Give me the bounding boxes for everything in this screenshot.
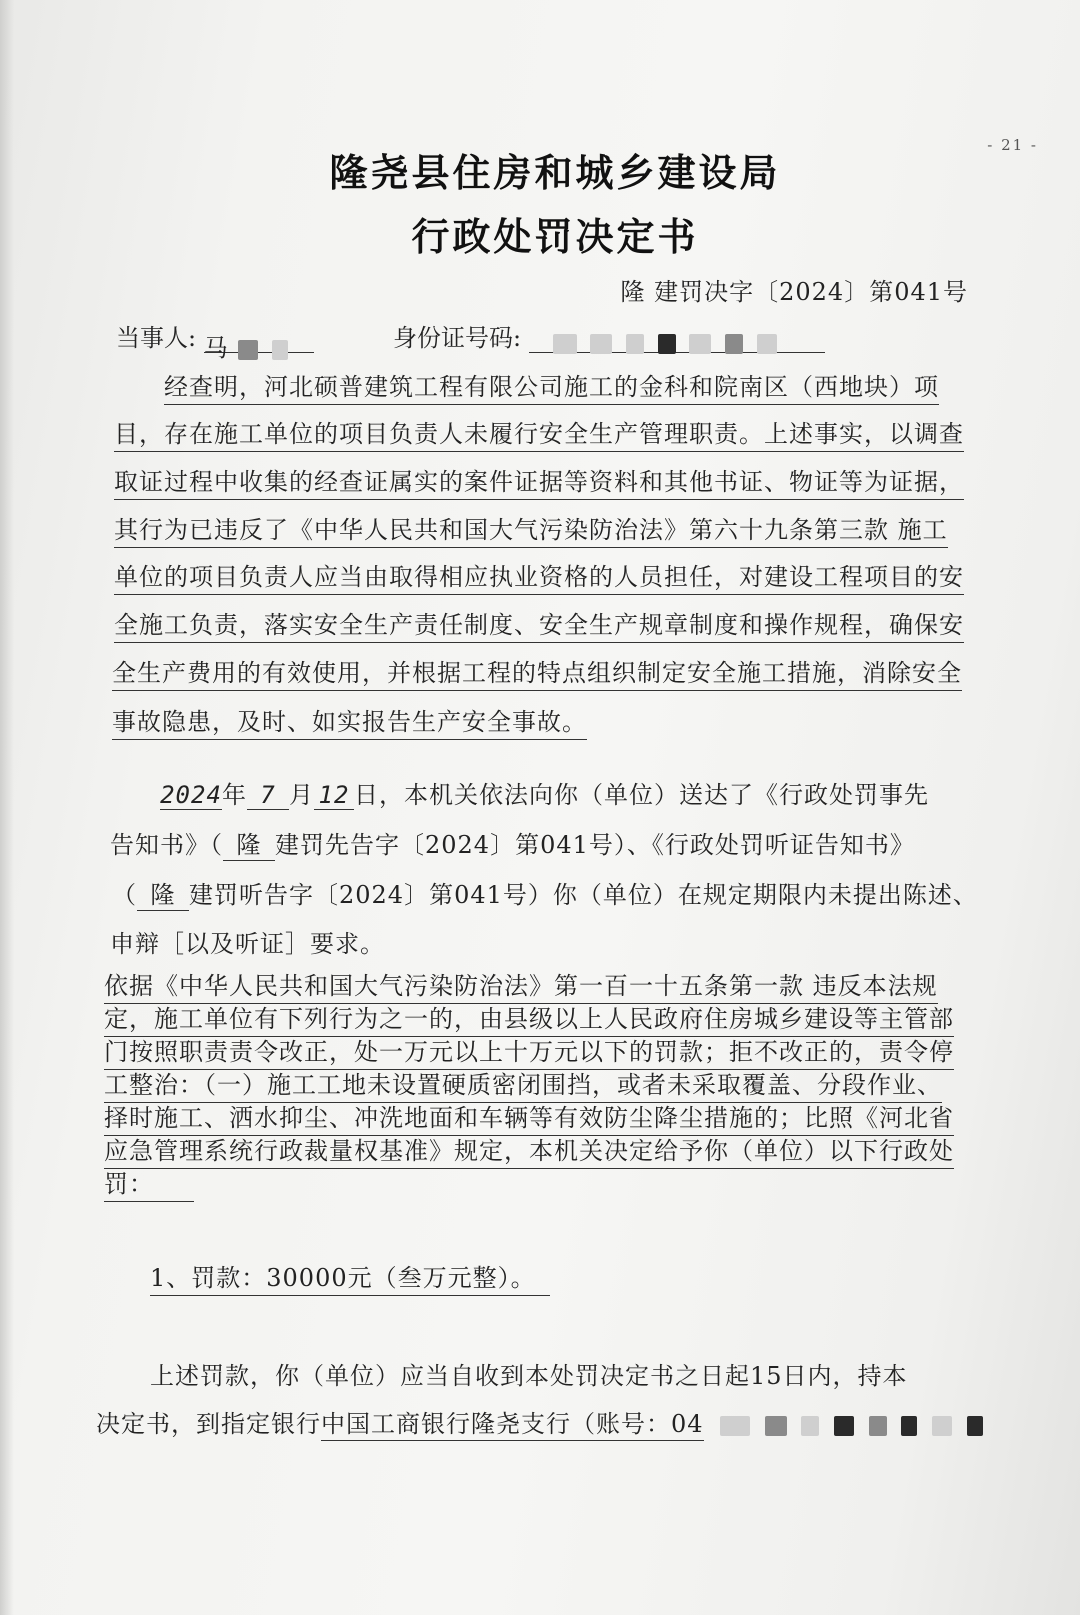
page-number: - 21 - <box>987 136 1038 154</box>
payment-line: 上述罚款，你（单位）应当自收到本处罚决定书之日起15日内，持本 <box>150 1362 908 1390</box>
basis-line: 择时施工、洒水抑尘、冲洗地面和车辆等有效防尘降尘措施的；比照《河北省 <box>104 1098 954 1136</box>
redaction-block <box>626 334 644 354</box>
redaction-block <box>869 1416 887 1436</box>
basis-line: 罚： <box>104 1164 194 1202</box>
prefix-field: 隆 <box>223 825 275 861</box>
document-title: 行政处罚决定书 <box>411 215 699 259</box>
findings-line: 经查明，河北硕普建筑工程有限公司施工的金科和院南区（西地块）项 <box>164 367 939 405</box>
notice-line: 申辩［以及听证］要求。 <box>110 930 385 958</box>
basis-line: 定，施工单位有下列行为之一的，由县级以上人民政府住房城乡建设等主管部 <box>104 999 954 1037</box>
basis-line: 工整治：（一）施工工地未设置硬质密闭围挡，或者未采取覆盖、分段作业、 <box>104 1065 942 1103</box>
notice-line-text: 建罚先告字〔2024〕第041号）、《行政处罚听证告知书》 <box>275 831 915 859</box>
basis-line: 依据《中华人民共和国大气污染防治法》第一百一十五条第一款 违反本法规 <box>104 966 938 1004</box>
findings-line: 全生产费用的有效使用，并根据工程的特点组织制定安全施工措施，消除安全 <box>112 653 962 691</box>
notice-line <box>110 825 915 861</box>
notice-line-text: 建罚听告字〔2024〕第041号）你（单位）在规定期限内未提出陈述、 <box>189 881 978 909</box>
redaction-block <box>801 1416 819 1436</box>
redaction-block <box>689 334 711 354</box>
date-year: 2024 <box>160 781 222 809</box>
redaction-block <box>901 1416 917 1436</box>
id-number-field <box>529 328 825 353</box>
findings-line: 事故隐患，及时、如实报告生产安全事故。 <box>112 702 587 740</box>
redaction-block <box>658 334 676 354</box>
redaction-block <box>765 1416 787 1436</box>
party-name-visible: 马 <box>203 334 228 362</box>
notice-line-text: 告知书》（ <box>110 831 223 859</box>
prefix-field: 隆 <box>137 875 189 911</box>
basis-line: 门按照职责责令改正，处一万元以上十万元以下的罚款；拒不改正的，责令停 <box>104 1032 954 1070</box>
date-month: 7 <box>247 781 289 810</box>
findings-line: 单位的项目负责人应当由取得相应执业资格的人员担任，对建设工程项目的安 <box>114 557 964 595</box>
redaction-block <box>725 334 743 354</box>
findings-line: 目，存在施工单位的项目负责人未履行安全生产管理职责。上述事实，以调查 <box>114 414 964 452</box>
party-line <box>116 318 825 362</box>
redaction-block <box>757 334 777 354</box>
bank-account-text: 中国工商银行隆尧支行（账号：04 <box>321 1410 704 1441</box>
redaction-block <box>272 340 288 360</box>
party-name-field <box>203 328 314 362</box>
findings-line: 全施工负责，落实安全生产责任制度、安全生产规章制度和操作规程，确保安 <box>114 605 964 643</box>
redaction-block <box>553 334 577 354</box>
payment-line-text: 决定书，到指定银行 <box>96 1410 321 1438</box>
payment-line <box>96 1404 986 1439</box>
document-number: 隆 建罚决字〔2024〕第041号 <box>620 278 968 306</box>
issuer-title: 隆尧县住房和城乡建设局 <box>329 151 781 195</box>
id-number-label: 身份证号码: <box>393 324 522 352</box>
notice-line-text: 日，本机关依法向你（单位）送达了《行政处罚事先 <box>354 781 929 809</box>
basis-line: 应急管理系统行政裁量权基准》规定，本机关决定给予你（单位）以下行政处 <box>104 1131 954 1169</box>
date-day: 12 <box>314 781 354 810</box>
penalty-item: 1、罚款：30000元（叁万元整）。 <box>150 1258 550 1296</box>
redaction-block <box>834 1416 854 1436</box>
notice-line <box>112 875 978 911</box>
findings-line: 其行为已违反了《中华人民共和国大气污染防治法》第六十九条第三款 施工 <box>114 510 948 548</box>
redaction-block <box>720 1416 750 1436</box>
redaction-block <box>932 1416 952 1436</box>
party-label: 当事人: <box>116 324 197 352</box>
redaction-block <box>238 340 258 360</box>
redaction-block <box>967 1416 983 1436</box>
findings-line: 取证过程中收集的经查证属实的案件证据等资料和其他书证、物证等为证据， <box>114 462 964 500</box>
redaction-block <box>590 334 612 354</box>
notice-date-line: 2024年 7 月 12 日，本机关依法向你（单位）送达了《行政处罚事先 <box>160 781 929 809</box>
notice-line-text: （ <box>112 881 137 909</box>
